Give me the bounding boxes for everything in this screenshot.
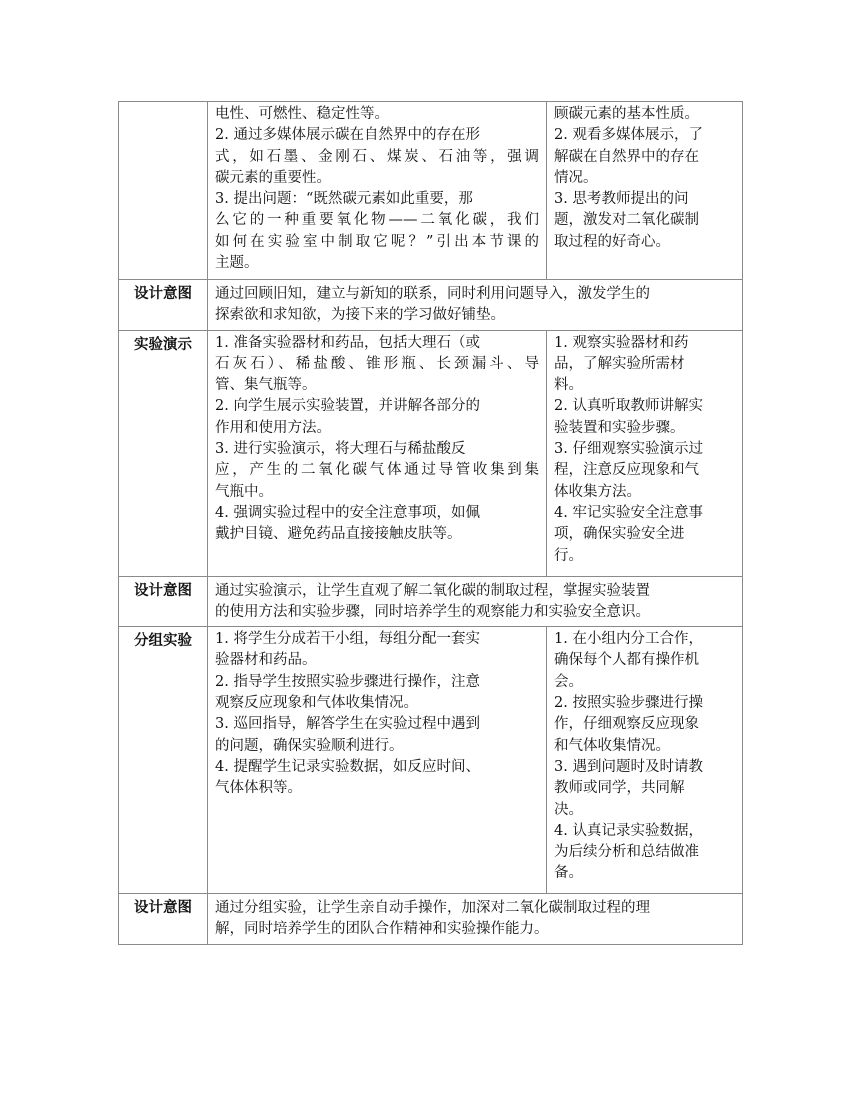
- teacher-line: 么它的一种重要氧化物——二氧化碳，我们: [215, 212, 539, 229]
- row-label-group-experiment: 分组实验: [119, 627, 208, 894]
- intent-line: 通过分组实验，让学生亲自动手操作，加深对二氧化碳制取过程的理: [215, 900, 650, 917]
- teacher-line: 4. 提醒学生记录实验数据，如反应时间、: [215, 758, 480, 775]
- design-intent-cell: [208, 576, 743, 627]
- student-line: 4. 牢记实验安全注意事: [554, 504, 703, 521]
- teacher-line: 3. 巡回指导，解答学生在实验过程中遇到: [215, 716, 480, 733]
- student-line: 备。: [554, 865, 583, 882]
- teacher-line: 石灰石）、稀盐酸、锥形瓶、长颈漏斗、导: [215, 355, 539, 372]
- table-row-group-experiment: [119, 627, 743, 894]
- student-line: 行。: [554, 547, 583, 564]
- lesson-plan-table: [118, 101, 743, 945]
- student-line: 决。: [554, 801, 583, 818]
- student-line: 题，激发对二氧化碳制: [554, 212, 699, 229]
- teacher-line: 气瓶中。: [215, 483, 273, 500]
- student-line: 程，注意反应现象和气: [554, 462, 699, 479]
- teacher-line: 戴护目镜、避免药品直接接触皮肤等。: [215, 526, 462, 543]
- teacher-line: 1. 准备实验器材和药品，包括大理石（或: [215, 334, 480, 351]
- teacher-line: 作用和使用方法。: [215, 419, 331, 436]
- teacher-line: 如何在实验室中制取它呢？”引出本节课的: [215, 233, 539, 250]
- student-line: 作，仔细观察反应现象: [554, 716, 699, 733]
- table-row-design-intent: [119, 576, 743, 627]
- student-line: 确保每个人都有操作机: [554, 652, 699, 669]
- table-row-experiment-demo: [119, 330, 743, 576]
- student-line: 3. 思考教师提出的问: [554, 191, 689, 208]
- teacher-line: 应，产生的二氧化碳气体通过导管收集到集: [215, 462, 539, 479]
- table-row-design-intent: [119, 894, 743, 945]
- teacher-line: 碳元素的重要性。: [215, 169, 331, 186]
- row-label-design-intent: 设计意图: [119, 894, 208, 945]
- student-line: 1. 观察实验器材和药: [554, 334, 689, 351]
- student-line: 取过程的好奇心。: [554, 233, 670, 250]
- teacher-line: 验器材和药品。: [215, 652, 317, 669]
- row-label-design-intent: 设计意图: [119, 280, 208, 331]
- teacher-line: 气体体积等。: [215, 780, 302, 797]
- intent-line: 通过实验演示，让学生直观了解二氧化碳的制取过程，掌握实验装置: [215, 582, 650, 599]
- student-activity-cell: [547, 102, 743, 280]
- intent-line: 的使用方法和实验步骤，同时培养学生的观察能力和实验安全意识。: [215, 603, 650, 620]
- student-line: 项，确保实验安全进: [554, 526, 685, 543]
- student-line: 1. 在小组内分工合作，: [554, 631, 703, 648]
- teacher-line: 管、集气瓶等。: [215, 377, 317, 394]
- teacher-line: 电性、可燃性、稳定性等。: [215, 106, 389, 122]
- teacher-line: 3. 提出问题：“既然碳元素如此重要，那: [215, 191, 473, 208]
- row-label-empty: [119, 102, 208, 280]
- teacher-line: 2. 指导学生按照实验步骤进行操作，注意: [215, 673, 480, 690]
- student-line: 和气体收集情况。: [554, 737, 670, 754]
- student-line: 为后续分析和总结做准: [554, 844, 699, 861]
- teacher-line: 主题。: [215, 255, 259, 272]
- student-line: 3. 仔细观察实验演示过: [554, 441, 703, 458]
- intent-line: 探索欲和求知欲，为接下来的学习做好铺垫。: [215, 307, 505, 324]
- student-line: 顾碳元素的基本性质。: [554, 106, 699, 122]
- student-activity-cell: [547, 330, 743, 576]
- design-intent-cell: [208, 894, 743, 945]
- row-label-design-intent: 设计意图: [119, 576, 208, 627]
- student-activity-cell: [547, 627, 743, 894]
- teacher-line: 的问题，确保实验顺利进行。: [215, 737, 404, 754]
- table-row-intro: [119, 102, 743, 280]
- teacher-activity-cell: [208, 627, 547, 894]
- table-row-design-intent: [119, 280, 743, 331]
- row-label-experiment-demo: 实验演示: [119, 330, 208, 576]
- student-line: 体收集方法。: [554, 483, 641, 500]
- teacher-line: 4. 强调实验过程中的安全注意事项，如佩: [215, 504, 480, 521]
- teacher-line: 2. 向学生展示实验装置，并讲解各部分的: [215, 398, 480, 415]
- design-intent-cell: [208, 280, 743, 331]
- student-line: 教师或同学，共同解: [554, 780, 685, 797]
- student-line: 4. 认真记录实验数据，: [554, 822, 703, 839]
- teacher-line: 式，如石墨、金刚石、煤炭、石油等，强调: [215, 148, 539, 165]
- student-line: 情况。: [554, 169, 598, 186]
- student-line: 品，了解实验所需材: [554, 355, 685, 372]
- student-line: 2. 观看多媒体展示，了: [554, 127, 703, 144]
- student-line: 3. 遇到问题时及时请教: [554, 758, 703, 775]
- teacher-activity-cell: [208, 102, 547, 280]
- teacher-line: 2. 通过多媒体展示碳在自然界中的存在形: [215, 127, 480, 144]
- teacher-line: 1. 将学生分成若干小组，每组分配一套实: [215, 631, 480, 648]
- student-line: 验装置和实验步骤。: [554, 419, 685, 436]
- teacher-line: 3. 进行实验演示，将大理石与稀盐酸反: [215, 441, 466, 458]
- intent-line: 解，同时培养学生的团队合作精神和实验操作能力。: [215, 921, 549, 938]
- student-line: 解碳在自然界中的存在: [554, 148, 699, 165]
- student-line: 2. 认真听取教师讲解实: [554, 398, 703, 415]
- intent-line: 通过回顾旧知，建立与新知的联系，同时利用问题导入，激发学生的: [215, 286, 650, 302]
- teacher-activity-cell: [208, 330, 547, 576]
- student-line: 会。: [554, 673, 583, 690]
- student-line: 料。: [554, 377, 583, 394]
- student-line: 2. 按照实验步骤进行操: [554, 695, 703, 712]
- teacher-line: 观察反应现象和气体收集情况。: [215, 695, 418, 712]
